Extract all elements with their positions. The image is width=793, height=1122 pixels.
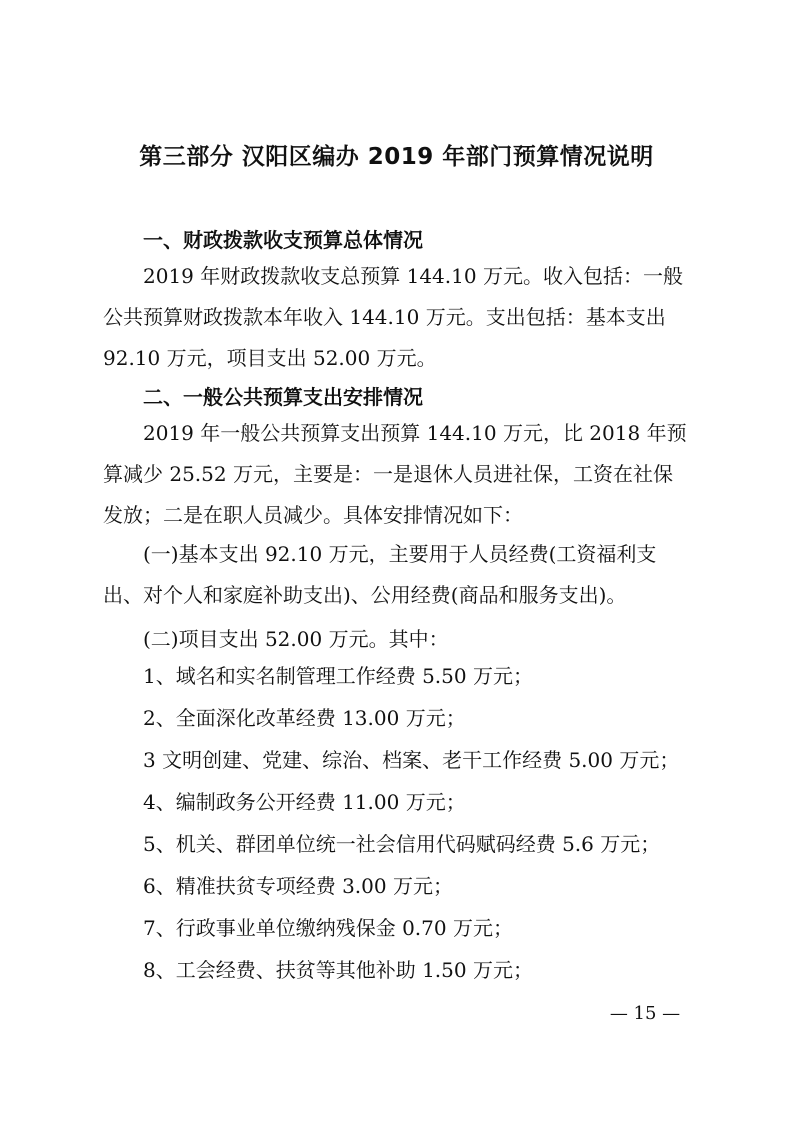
list-item: 5、机关、群团单位统一社会信用代码赋码经费 5.6 万元； [143,832,661,856]
paragraph-line: 公共预算财政拨款本年收入 144.10 万元。支出包括：基本支出 [103,305,666,329]
list-item: 7、行政事业单位缴纳残保金 0.70 万元； [143,916,513,940]
paragraph-line: (一)基本支出 92.10 万元，主要用于人员经费(工资福利支 [143,542,657,566]
list-item: 6、精准扶贫专项经费 3.00 万元； [143,874,453,898]
section-2-heading: 二、一般公共预算支出安排情况 [143,385,423,409]
paragraph-line: 2019 年一般公共预算支出预算 144.10 万元，比 2018 年预 [143,421,687,445]
list-item: 1、域名和实名制管理工作经费 5.50 万元； [143,664,533,688]
section-1-heading: 一、财政拨款收支预算总体情况 [143,228,423,252]
list-item: 3 文明创建、党建、综治、档案、老干工作经费 5.00 万元； [143,748,680,772]
project-expense-intro: (二)项目支出 52.00 万元。其中： [143,627,449,651]
basic-expense-paragraph [103,534,693,616]
list-item: 2、全面深化改革经费 13.00 万元； [143,706,466,730]
list-item: 4、编制政务公开经费 11.00 万元； [143,790,466,814]
paragraph-line: 算减少 25.52 万元，主要是：一是退休人员进社保，工资在社保 [103,462,673,486]
paragraph-line: 发放；二是在职人员减少。具体安排情况如下： [103,503,523,527]
paragraph-line: 2019 年财政拨款收支总预算 144.10 万元。收入包括：一般 [143,264,683,288]
list-item: 8、工会经费、扶贫等其他补助 1.50 万元； [143,958,533,982]
paragraph-line: 出、对个人和家庭补助支出)、公用经费(商品和服务支出)。 [103,583,627,607]
section-2-paragraph [103,413,693,536]
section-1-paragraph [103,256,693,379]
page-title: 第三部分 汉阳区编办 2019 年部门预算情况说明 [139,144,654,170]
page-number: — 15 — [609,1003,681,1024]
paragraph-line: 92.10 万元，项目支出 52.00 万元。 [103,346,437,370]
